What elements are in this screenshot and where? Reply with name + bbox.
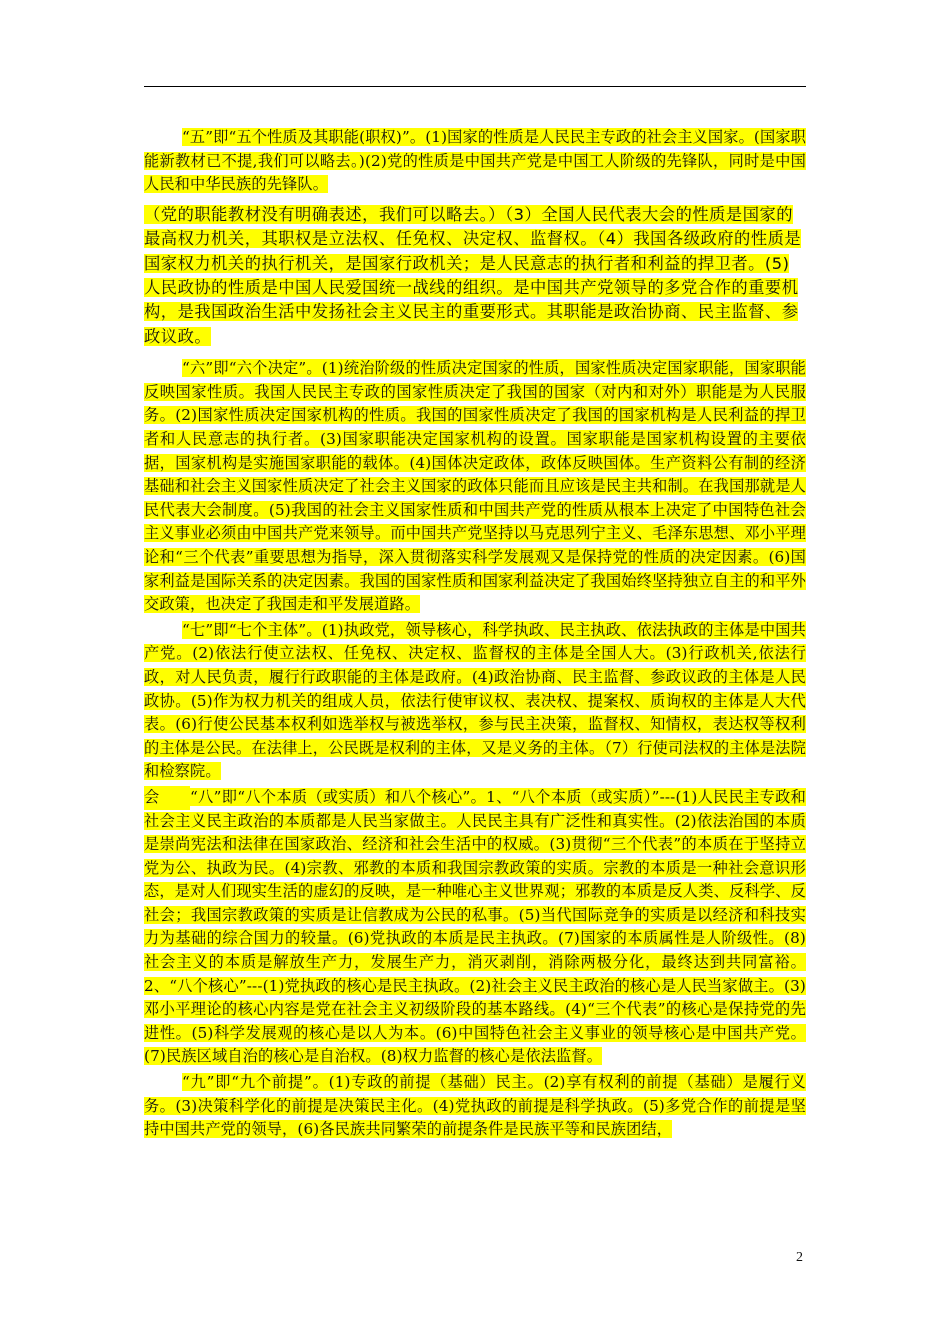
paragraph-five-properties: [144, 126, 806, 197]
highlighted-text: “六”即“六个决定”。(1)统治阶级的性质决定国家的性质，国家性质决定国家职能，国家职能反映国家性质。我国人民民主专政的国家性质决定了我国的国家（对内和对外）职能是为人民服务。(2)国家性质决定国家机构的性质。我国的国家性质决定了我国的国家机构是人民利益的捍卫者和人民意志的执行者。(3)国家职能决定国家机构的设置。国家职能是国家机构设置的主要依据，国家机构是实施国家职能的载体。(4)国体决定政体，政体反映国体。生产资料公有制的经济基础和社会主义国家性质决定了社会主义国家的政体只能而且应该是民主共和制。在我国那就是人民代表大会制度。(5)我国的社会主义国家性质和中国共产党的性质从根本上决定了中国特色社会主义事业必须由中国共产党来领导。而中国共产党坚持以马克思列宁主义、毛泽东思想、邓小平理论和“三个代表”重要思想为指导，深入贯彻落实科学发展观又是保持党的性质的决定因素。(6)国家利益是国际关系的决定因素。我国的国家性质和国家利益决定了我国始终坚持独立自主的和平外交政策，也决定了我国走和平发展道路。: [144, 359, 806, 614]
highlighted-text: “七”即“七个主体”。(1)执政党，领导核心，科学执政、民主执政、依法执政的主体是中国共产党。(2)依法行使立法权、任免权、决定权、监督权的主体是全国人大。(3)行政机关,依法行政，对人民负责，履行行政职能的主体是政府。(4)政治协商、民主监督、参政议政的主体是人民政协。(5)作为权力机关的组成人员，依法行使审议权、表决权、提案权、质询权的主体是人大代表。(6)行使公民基本权利如选举权与被选举权，参与民主决策，监督权、知情权，表达权等权利的主体是公民。在法律上，公民既是权利的主体，又是义务的主体。（7）行使司法权的主体是法院和检察院。: [144, 620, 806, 781]
highlighted-text: （党的职能教材没有明确表述，我们可以略去。）（3）全国人民代表大会的性质是国家的最高权力机关，其职权是立法权、任免权、决定权、监督权。（4）我国各级政府的性质是国家权力机关的执行机关，是国家行政机关；是人民意志的执行者和利益的捍卫者。(5)人民政协的性质是中国人民爱国统一战线的组织。是中国共产党领导的多党合作的重要机构，是我国政治生活中发扬社会主义民主的重要形式。其职能是政治协商、民主监督、参政议政。: [144, 204, 802, 346]
highlighted-text: “九”即“九个前提”。(1)专政的前提（基础）民主。(2)享有权利的前提（基础）是履行义务。(3)决策科学化的前提是决策民主化。(4)党执政的前提是科学执政。(5)多党合作的前提是坚持中国共产党的领导，(6)各民族共同繁荣的前提条件是民族平等和民族团结，: [144, 1073, 806, 1139]
paragraph-eight-essences: [144, 786, 806, 1069]
page-body: [144, 126, 806, 1144]
header-rule: [144, 86, 806, 87]
paragraph-seven-subjects: [144, 619, 806, 784]
page-number: 2: [796, 1250, 803, 1265]
paragraph-nine-premises: [144, 1071, 806, 1142]
highlighted-text: “五”即“五个性质及其职能(职权)”。(1)国家的性质是人民民主专政的社会主义国家。(国家职能新教材已不提,我们可以略去。)(2)党的性质是中国共产党是中国工人阶级的先锋队，同时是中国人民和中华民族的先锋队。: [144, 128, 806, 194]
stray-character: 会: [144, 786, 190, 810]
paragraph-six-decisions: [144, 357, 806, 617]
paragraph-five-properties-continued: [144, 203, 806, 349]
highlighted-text: “八”即“八个本质（或实质）和八个核心”。1、“八个本质（或实质）”---(1)人民民主专政和社会主义民主政治的本质都是人民当家做主。人民民主具有广泛性和真实性。(2)依法治国的本质是崇尚宪法和法律在国家政治、经济和社会生活中的权威。(3)贯彻“三个代表”的本质在于坚持立党为公、执政为民。(4)宗教、邪教的本质和我国宗教政策的实质。宗教的本质是一种社会意识形态，是对人们现实生活的虚幻的反映，是一种唯心主义世界观；邪教的本质是反人类、反科学、反社会；我国宗教政策的实质是让信教成为公民的私事。(5)当代国际竞争的实质是以经济和科技实力为基础的综合国力的较量。(6)党执政的本质是民主执政。(7)国家的本质属性是人阶级性。(8)社会主义的本质是解放生产力，发展生产力，消灭剥削，消除两极分化，最终达到共同富裕。2、“八个核心”---(1)党执政的核心是民主执政。(2)社会主义民主政治的核心是人民当家做主。(3)邓小平理论的核心内容是党在社会主义初级阶段的基本路线。(4)“三个代表”的核心是保持党的先进性。(5)科学发展观的核心是以人为本。(6)中国特色社会主义事业的领导核心是中国共产党。(7)民族区域自治的核心是自治权。(8)权力监督的核心是依法监督。: [144, 787, 806, 1066]
